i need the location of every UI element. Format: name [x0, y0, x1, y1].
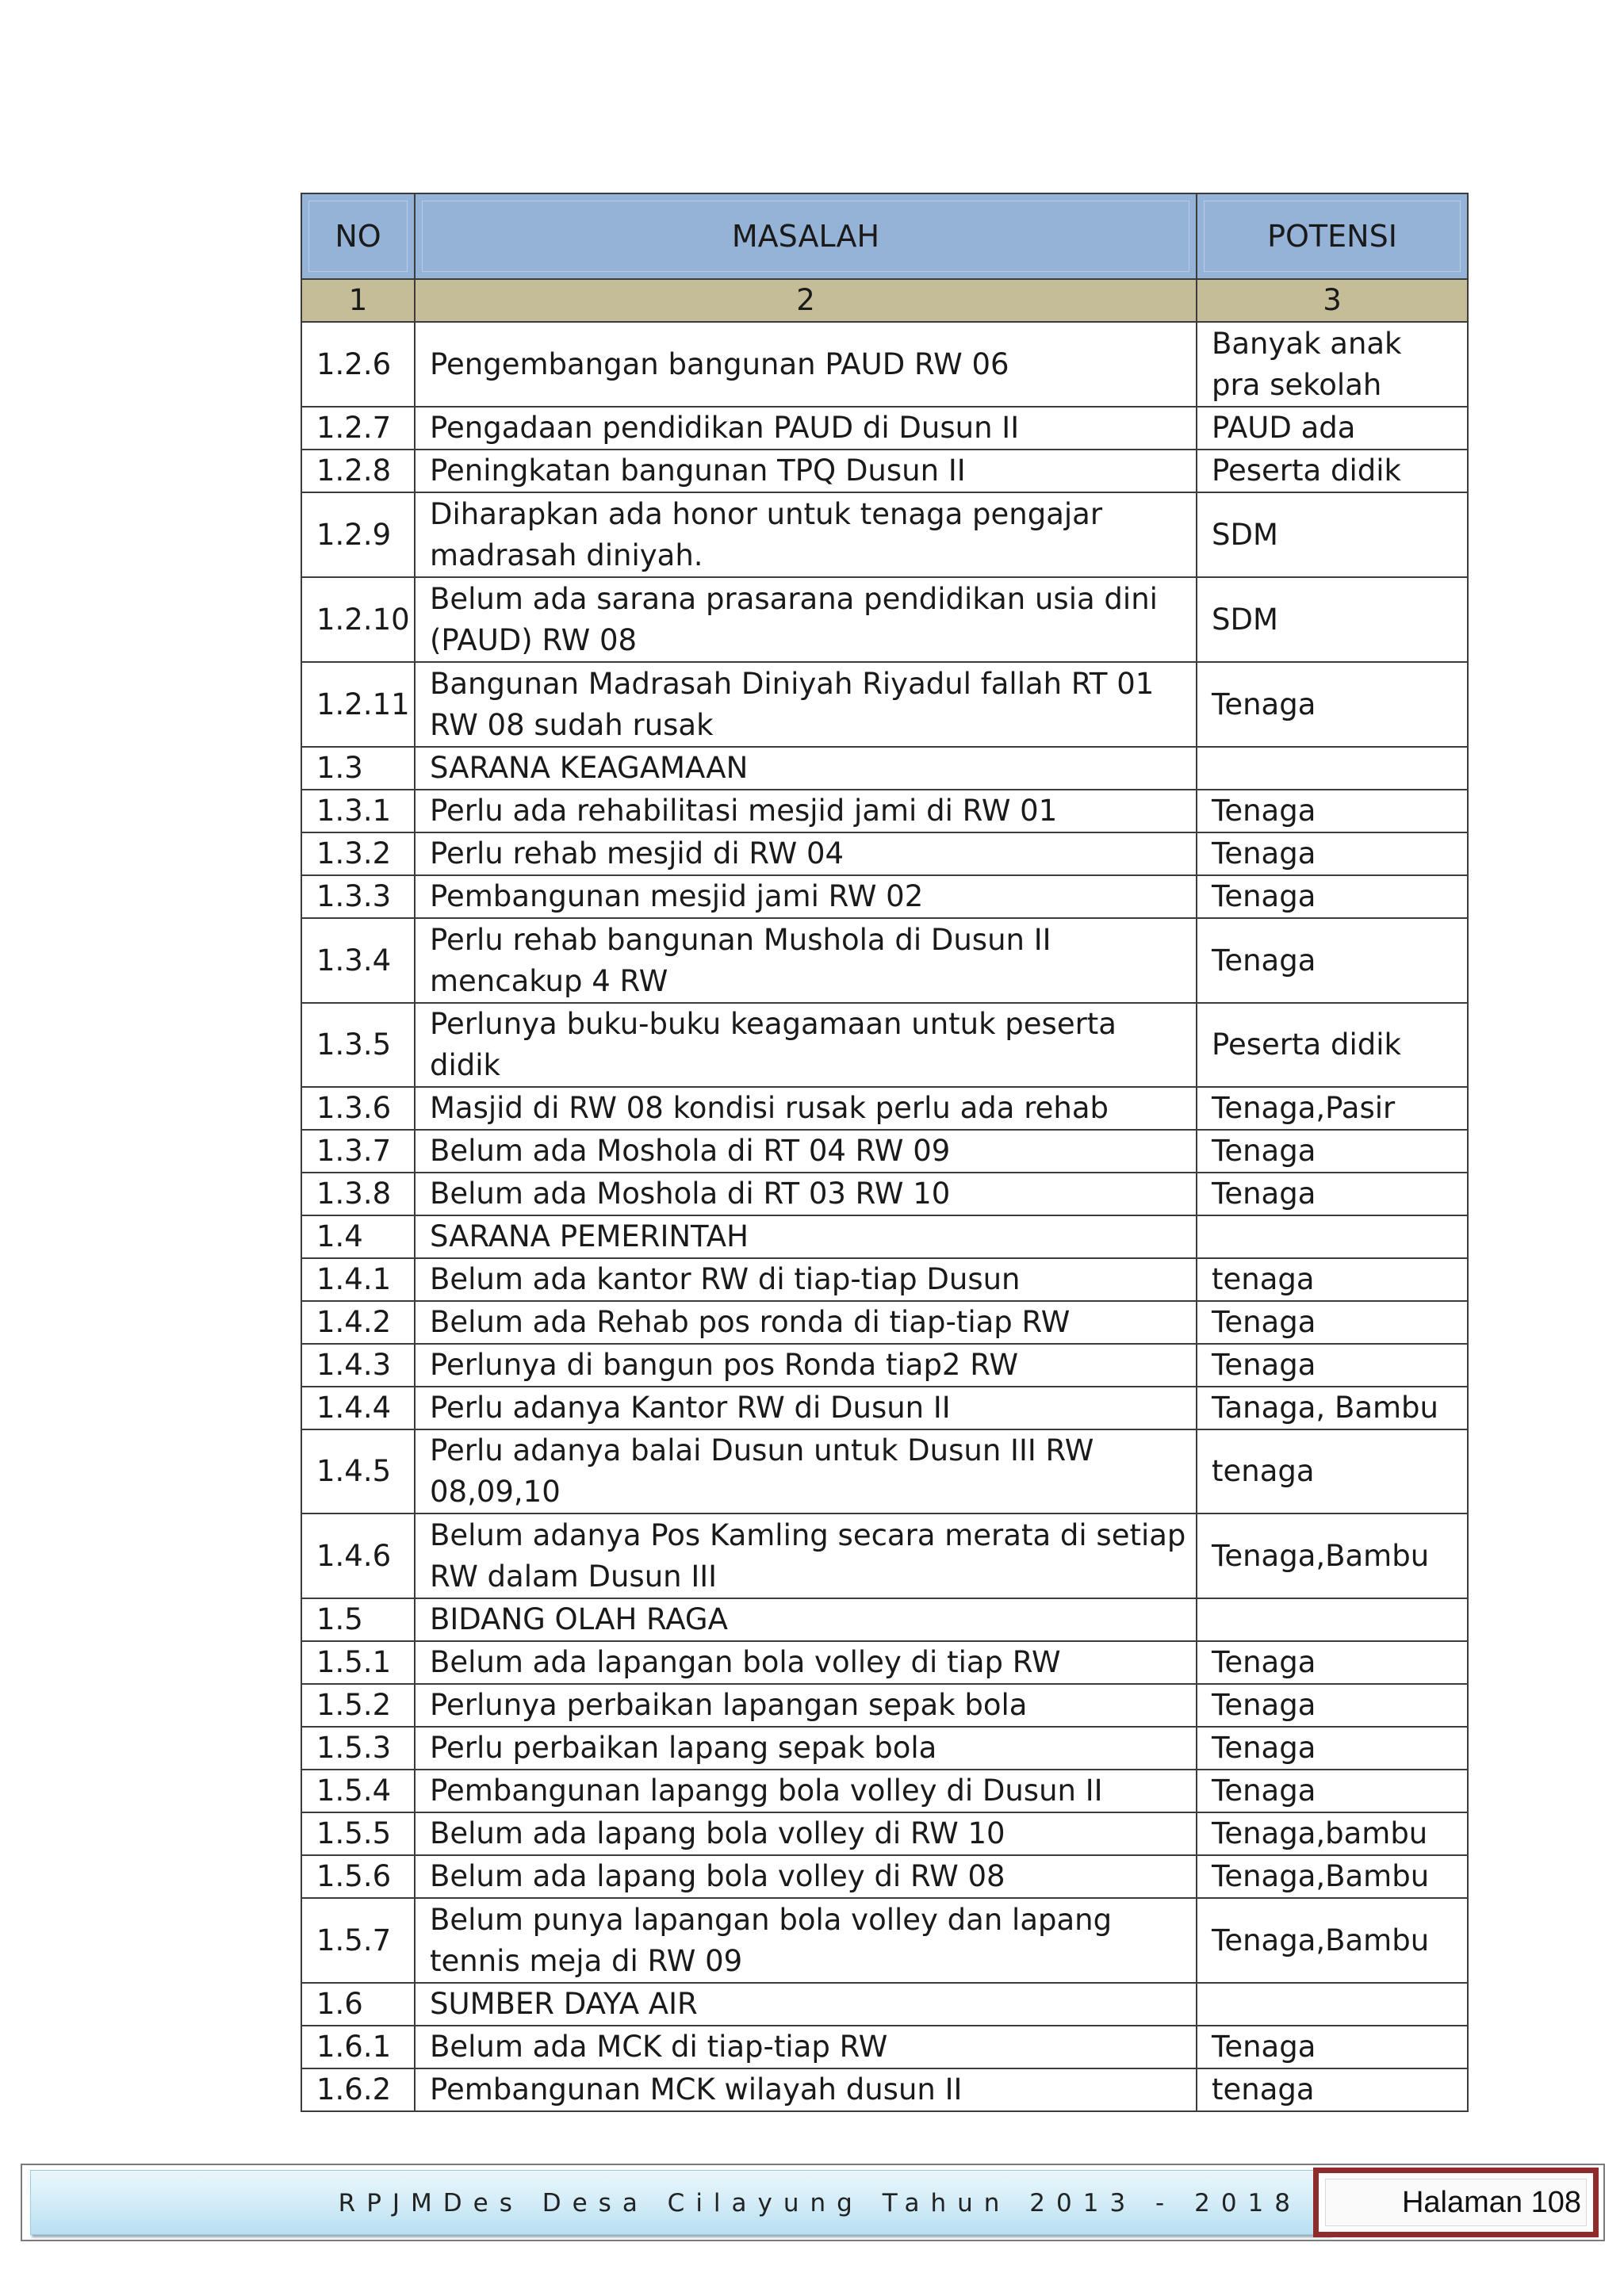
cell-no: 1.4.5 [301, 1429, 415, 1513]
cell-potensi: Tenaga [1197, 1727, 1468, 1770]
table-row [301, 1727, 1468, 1770]
cell-masalah: Perlu rehab bangunan Mushola di Dusun II mencakup 4 RW [415, 918, 1197, 1003]
table-header-row [301, 193, 1468, 279]
cell-potensi: Tenaga [1197, 875, 1468, 918]
cell-potensi: Banyak anak pra sekolah [1197, 322, 1468, 407]
cell-masalah: Peningkatan bangunan TPQ Dusun II [415, 450, 1197, 492]
cell-masalah: Perlu ada rehabilitasi mesjid jami di RW 01 [415, 790, 1197, 832]
cell-potensi: SDM [1197, 492, 1468, 577]
table-row [301, 918, 1468, 1003]
cell-masalah: Masjid di RW 08 kondisi rusak perlu ada rehab [415, 1087, 1197, 1130]
cell-no: 1.3.1 [301, 790, 415, 832]
column-number-2: 2 [415, 279, 1197, 322]
cell-potensi: Tenaga [1197, 662, 1468, 747]
table-row [301, 577, 1468, 662]
cell-masalah: SARANA PEMERINTAH [415, 1215, 1197, 1258]
cell-masalah: Belum ada MCK di tiap-tiap RW [415, 2026, 1197, 2068]
cell-no: 1.4.3 [301, 1344, 415, 1387]
table-row [301, 450, 1468, 492]
cell-potensi: Tanaga, Bambu [1197, 1387, 1468, 1429]
table-row [301, 1641, 1468, 1684]
cell-potensi: PAUD ada [1197, 407, 1468, 450]
cell-no: 1.4.6 [301, 1513, 415, 1598]
cell-no: 1.4 [301, 1215, 415, 1258]
cell-masalah: Pembangunan MCK wilayah dusun II [415, 2068, 1197, 2111]
table-row [301, 1387, 1468, 1429]
table-row [301, 322, 1468, 407]
footer-document-title: RPJMDes Desa Cilayung Tahun 2013 - 2018 [338, 2189, 1301, 2218]
cell-no: 1.6.1 [301, 2026, 415, 2068]
cell-masalah: Belum ada lapang bola volley di RW 08 [415, 1855, 1197, 1898]
problem-potential-table [301, 193, 1469, 2112]
table-row [301, 790, 1468, 832]
cell-no: 1.2.10 [301, 577, 415, 662]
cell-masalah: Perlunya perbaikan lapangan sepak bola [415, 1684, 1197, 1727]
cell-masalah: Perlu rehab mesjid di RW 04 [415, 832, 1197, 875]
cell-no: 1.2.6 [301, 322, 415, 407]
cell-potensi: Tenaga [1197, 1301, 1468, 1344]
cell-masalah: Belum ada sarana prasarana pendidikan usia dini (PAUD) RW 08 [415, 577, 1197, 662]
cell-masalah: Pembangunan mesjid jami RW 02 [415, 875, 1197, 918]
cell-potensi: Tenaga,Bambu [1197, 1513, 1468, 1598]
cell-potensi: Tenaga [1197, 1641, 1468, 1684]
cell-masalah: Belum ada Moshola di RT 03 RW 10 [415, 1173, 1197, 1215]
cell-no: 1.5.4 [301, 1770, 415, 1812]
cell-no: 1.3 [301, 747, 415, 790]
cell-masalah: Bangunan Madrasah Diniyah Riyadul fallah RT 01 RW 08 sudah rusak [415, 662, 1197, 747]
table-row [301, 1898, 1468, 1983]
table-row [301, 747, 1468, 790]
cell-no: 1.3.2 [301, 832, 415, 875]
cell-masalah: Perlu adanya balai Dusun untuk Dusun III RW 08,09,10 [415, 1429, 1197, 1513]
cell-no: 1.5.1 [301, 1641, 415, 1684]
table-row [301, 1983, 1468, 2026]
footer-band [30, 2170, 1331, 2235]
cell-masalah: Belum ada lapangan bola volley di tiap RW [415, 1641, 1197, 1684]
table-row [301, 1130, 1468, 1173]
cell-no: 1.2.11 [301, 662, 415, 747]
table-row [301, 1513, 1468, 1598]
cell-potensi: Tenaga [1197, 918, 1468, 1003]
cell-potensi: Peserta didik [1197, 450, 1468, 492]
cell-no: 1.5.6 [301, 1855, 415, 1898]
cell-masalah: BIDANG OLAH RAGA [415, 1598, 1197, 1641]
table-row [301, 1087, 1468, 1130]
table-row [301, 875, 1468, 918]
cell-masalah: Belum ada Moshola di RT 04 RW 09 [415, 1130, 1197, 1173]
cell-masalah: Belum adanya Pos Kamling secara merata di setiap RW dalam Dusun III [415, 1513, 1197, 1598]
column-number-row [301, 279, 1468, 322]
column-number-1: 1 [301, 279, 415, 322]
cell-potensi: Tenaga [1197, 1770, 1468, 1812]
table-row [301, 1598, 1468, 1641]
page-number-box [1313, 2168, 1599, 2237]
cell-potensi: tenaga [1197, 1429, 1468, 1513]
table-row [301, 1003, 1468, 1087]
table-row [301, 1855, 1468, 1898]
header-no: NO [301, 193, 415, 279]
cell-potensi: Tenaga [1197, 1173, 1468, 1215]
cell-masalah: Perlunya buku-buku keagamaan untuk peserta didik [415, 1003, 1197, 1087]
cell-masalah: Perlunya di bangun pos Ronda tiap2 RW [415, 1344, 1197, 1387]
cell-potensi [1197, 1215, 1468, 1258]
cell-potensi: Tenaga,Bambu [1197, 1855, 1468, 1898]
table-row [301, 2026, 1468, 2068]
cell-no: 1.4.4 [301, 1387, 415, 1429]
cell-potensi: tenaga [1197, 2068, 1468, 2111]
page-number: Halaman 108 [1325, 2179, 1587, 2226]
cell-no: 1.3.6 [301, 1087, 415, 1130]
cell-potensi: Tenaga [1197, 832, 1468, 875]
table-row [301, 1812, 1468, 1855]
cell-potensi: Tenaga [1197, 2026, 1468, 2068]
cell-potensi: Tenaga [1197, 790, 1468, 832]
table-row [301, 492, 1468, 577]
header-masalah: MASALAH [415, 193, 1197, 279]
cell-potensi: Tenaga [1197, 1130, 1468, 1173]
cell-masalah: SARANA KEAGAMAAN [415, 747, 1197, 790]
table-row [301, 1429, 1468, 1513]
cell-masalah: Diharapkan ada honor untuk tenaga pengajar madrasah diniyah. [415, 492, 1197, 577]
cell-masalah: Pengembangan bangunan PAUD RW 06 [415, 322, 1197, 407]
cell-no: 1.5 [301, 1598, 415, 1641]
table-row [301, 1684, 1468, 1727]
table-body [301, 322, 1468, 2111]
table-row [301, 1301, 1468, 1344]
column-number-3: 3 [1197, 279, 1468, 322]
cell-no: 1.3.7 [301, 1130, 415, 1173]
cell-masalah: Perlu perbaikan lapang sepak bola [415, 1727, 1197, 1770]
cell-potensi: Peserta didik [1197, 1003, 1468, 1087]
cell-no: 1.4.1 [301, 1258, 415, 1301]
cell-potensi [1197, 1983, 1468, 2026]
cell-no: 1.3.5 [301, 1003, 415, 1087]
table-row [301, 1173, 1468, 1215]
cell-no: 1.2.9 [301, 492, 415, 577]
table-row [301, 662, 1468, 747]
cell-masalah: Belum ada kantor RW di tiap-tiap Dusun [415, 1258, 1197, 1301]
cell-potensi: Tenaga,Pasir [1197, 1087, 1468, 1130]
cell-masalah: Belum ada lapang bola volley di RW 10 [415, 1812, 1197, 1855]
table-row [301, 407, 1468, 450]
header-potensi: POTENSI [1197, 193, 1468, 279]
cell-no: 1.2.7 [301, 407, 415, 450]
cell-potensi [1197, 1598, 1468, 1641]
table-row [301, 1215, 1468, 1258]
cell-no: 1.5.5 [301, 1812, 415, 1855]
cell-masalah: Belum ada Rehab pos ronda di tiap-tiap RW [415, 1301, 1197, 1344]
cell-potensi: SDM [1197, 577, 1468, 662]
cell-potensi [1197, 747, 1468, 790]
cell-potensi: tenaga [1197, 1258, 1468, 1301]
cell-masalah: Belum punya lapangan bola volley dan lapang tennis meja di RW 09 [415, 1898, 1197, 1983]
cell-masalah: Pengadaan pendidikan PAUD di Dusun II [415, 407, 1197, 450]
table-row [301, 1258, 1468, 1301]
table-row [301, 1344, 1468, 1387]
cell-no: 1.5.3 [301, 1727, 415, 1770]
cell-no: 1.2.8 [301, 450, 415, 492]
cell-no: 1.3.4 [301, 918, 415, 1003]
cell-no: 1.5.7 [301, 1898, 415, 1983]
cell-no: 1.3.3 [301, 875, 415, 918]
table-row [301, 2068, 1468, 2111]
cell-masalah: Perlu adanya Kantor RW di Dusun II [415, 1387, 1197, 1429]
cell-potensi: Tenaga [1197, 1344, 1468, 1387]
table-row [301, 832, 1468, 875]
cell-no: 1.3.8 [301, 1173, 415, 1215]
cell-no: 1.5.2 [301, 1684, 415, 1727]
cell-no: 1.6 [301, 1983, 415, 2026]
cell-masalah: SUMBER DAYA AIR [415, 1983, 1197, 2026]
cell-potensi: Tenaga,Bambu [1197, 1898, 1468, 1983]
page-footer [21, 2164, 1605, 2241]
cell-no: 1.6.2 [301, 2068, 415, 2111]
cell-potensi: Tenaga [1197, 1684, 1468, 1727]
cell-masalah: Pembangunan lapangg bola volley di Dusun II [415, 1770, 1197, 1812]
cell-no: 1.4.2 [301, 1301, 415, 1344]
cell-potensi: Tenaga,bambu [1197, 1812, 1468, 1855]
table-row [301, 1770, 1468, 1812]
